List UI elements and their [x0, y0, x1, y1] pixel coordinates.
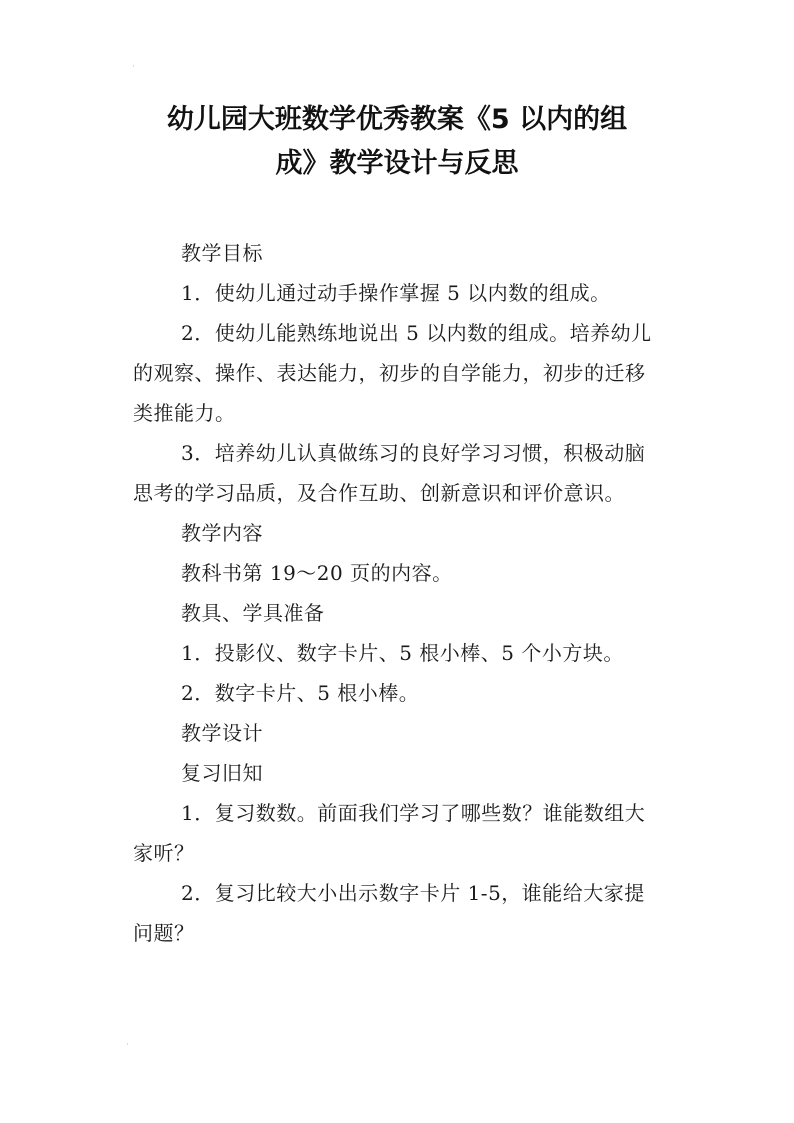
goal-item-1: 1．使幼儿通过动手操作掌握 5 以内数的组成。 [181, 281, 611, 305]
heading-teaching-content: 教学内容 [181, 521, 263, 545]
scan-mark-bottom: · [126, 1040, 129, 1050]
title-line-1: 幼儿园大班数学优秀教案《5 以内的组 [166, 104, 628, 135]
scan-mark-top: · [132, 62, 135, 72]
review-item-1: 1．复习数数。前面我们学习了哪些数？谁能数组大家听？ [133, 801, 646, 865]
title-line-2: 成》教学设计与反思 [275, 148, 519, 179]
document-title [110, 98, 684, 186]
content-text: 教科书第 19～20 页的内容。 [181, 561, 453, 585]
heading-review: 复习旧知 [181, 761, 263, 785]
heading-materials: 教具、学具准备 [181, 601, 325, 625]
document-body [133, 233, 663, 953]
goal-item-2: 2．使幼儿能熟练地说出 5 以内数的组成。培养幼儿的观察、操作、表达能力，初步的自学能力，初步的迁移类推能力。 [133, 321, 652, 425]
heading-teaching-design: 教学设计 [181, 721, 263, 745]
materials-item-1: 1．投影仪、数字卡片、5 根小棒、5 个小方块。 [181, 641, 624, 665]
review-item-2: 2．复习比较大小出示数字卡片 1-5，谁能给大家提问题？ [133, 881, 645, 945]
heading-teaching-goals: 教学目标 [181, 241, 263, 265]
goal-item-3: 3．培养幼儿认真做练习的良好学习习惯，积极动脑思考的学习品质，及合作互助、创新意识和评价意识。 [133, 441, 646, 505]
materials-item-2: 2．数字卡片、5 根小棒。 [181, 681, 420, 705]
